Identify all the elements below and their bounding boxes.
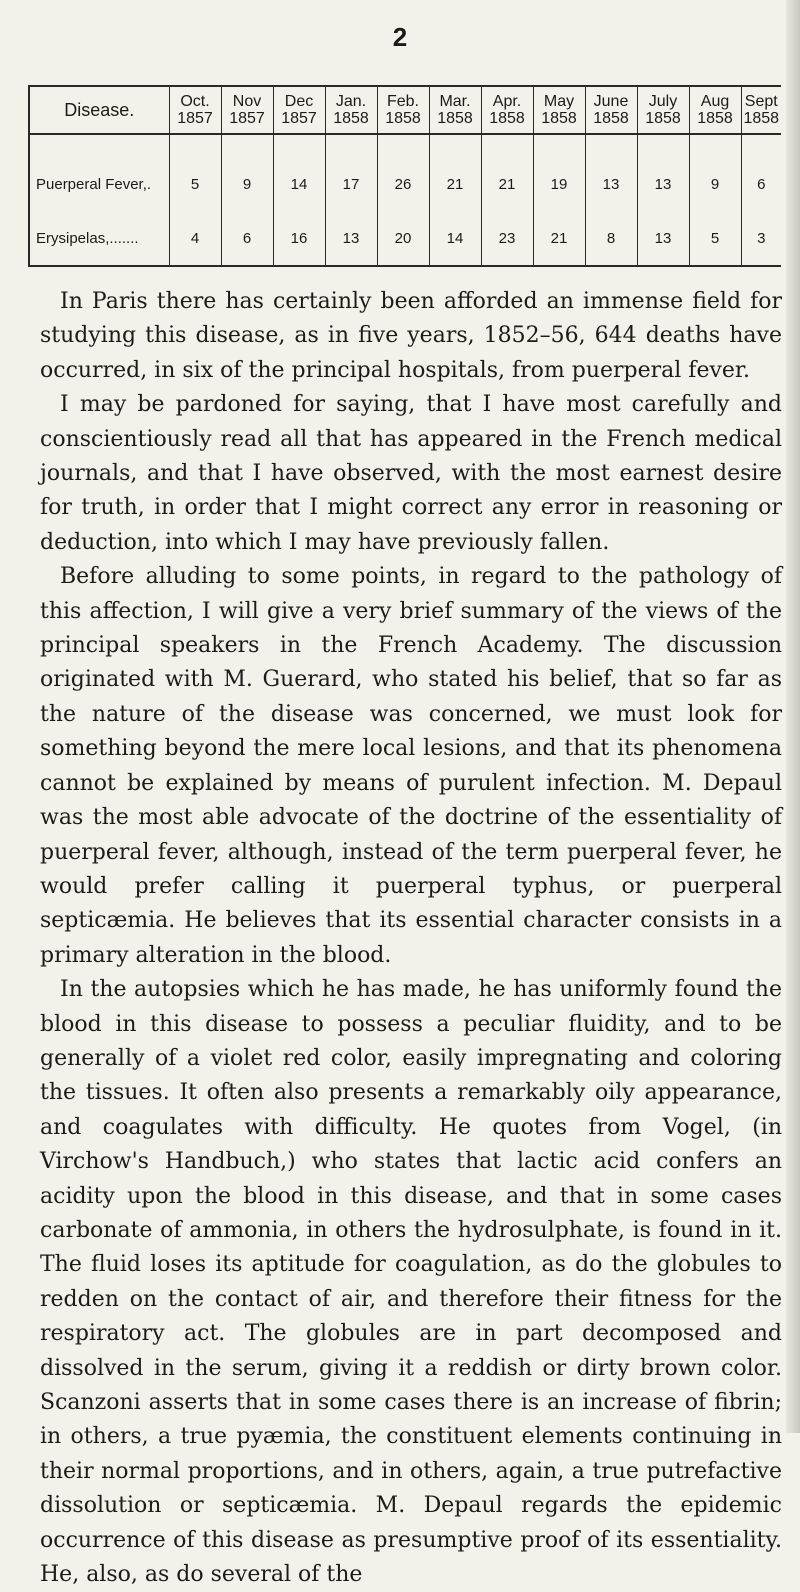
death-count-cell: 19 <box>533 157 585 212</box>
page-edge-shadow <box>786 0 800 1433</box>
month-header: Jan. 1858 <box>325 86 377 134</box>
table-row-erysipelas <box>29 211 781 266</box>
death-count-cell: 21 <box>533 211 585 266</box>
death-count-cell: 13 <box>637 157 689 212</box>
death-count-cell: 4 <box>169 211 221 266</box>
disease-name: Puerperal Fever,. <box>29 157 169 212</box>
month-header: Apr. 1858 <box>481 86 533 134</box>
death-count-cell: 8 <box>585 211 637 266</box>
death-count-cell: 6 <box>741 157 781 212</box>
month-header: Oct. 1857 <box>169 86 221 134</box>
death-count-cell: 21 <box>429 157 481 212</box>
month-header: Aug 1858 <box>689 86 741 134</box>
death-count-cell: 20 <box>377 211 429 266</box>
table-header-row <box>29 86 781 134</box>
death-count-cell: 9 <box>689 157 741 212</box>
death-count-cell: 3 <box>741 211 781 266</box>
table-row-puerperal-fever <box>29 157 781 212</box>
page-number: 2 <box>392 22 408 52</box>
disease-column-header: Disease. <box>29 86 169 134</box>
month-header: May 1858 <box>533 86 585 134</box>
table-spacer-row <box>29 134 781 157</box>
mortality-table <box>28 85 781 267</box>
death-count-cell: 17 <box>325 157 377 212</box>
death-count-cell: 5 <box>169 157 221 212</box>
month-header: Sept 1858 <box>741 86 781 134</box>
body-text <box>40 285 782 1592</box>
death-count-cell: 9 <box>221 157 273 212</box>
paragraph: I may be pardoned for saying, that I have most carefully and conscientiously read all that has appeared in the French medical journals, and that I have observed, with the most earnest desire for truth, in order that I might correct any error in reasoning or deduction, into which I may have previously fallen. <box>40 392 782 555</box>
death-count-cell: 14 <box>429 211 481 266</box>
death-count-cell: 14 <box>273 157 325 212</box>
paragraph: In the autopsies which he has made, he has uniformly found the blood in this disease to possess a peculiar fluidity, and to be generally of a violet red color, easily impregnating and coloring the tissues. It often also presents a remarkably oily appearance, and coagulates with difficulty. He quotes from Vogel, (in Virchow's Handbuch,) who states that lactic acid confers an acidity upon the blood in this disease, and that in some cases carbonate of ammonia, in others the hydrosulphate, is found in it. The fluid loses its aptitude for coagulation, as do the globules to redden on the contact of air, and therefore their fitness for the respiratory act. The globules are in part decomposed and dissolved in the serum, giving it a reddish or dirty brown color. Scanzoni asserts that in some cases there is an increase of fibrin; in others, a true pyæmia, the constituent elements continuing in their normal proportions, and in others, again, a true putrefactive dissolution or septicæmia. M. Depaul regards the epidemic occurrence of this disease as presumptive proof of its essentiality. He, also, as do several of the <box>40 977 782 1588</box>
death-count-cell: 13 <box>585 157 637 212</box>
month-header: July 1858 <box>637 86 689 134</box>
paragraph: Before alluding to some points, in regard to the pathology of this affection, I will give a very brief summary of the views of the principal speakers in the French Academy. The discussion originated with M. Guerard, who stated his belief, that so far as the nature of the disease was concerned, we must look for something beyond the mere local lesions, and that its phenomena cannot be explained by means of purulent infection. M. Depaul was the most able advocate of the doctrine of the essentiality of puerperal fever, although, instead of the term puerperal fever, he would prefer calling it puerperal typhus, or puerperal septicæmia. He believes that its essential character consists in a primary alteration in the blood. <box>40 564 782 968</box>
month-header: Dec 1857 <box>273 86 325 134</box>
month-header: June 1858 <box>585 86 637 134</box>
month-header: Nov 1857 <box>221 86 273 134</box>
month-header: Feb. 1858 <box>377 86 429 134</box>
death-count-cell: 26 <box>377 157 429 212</box>
death-count-cell: 5 <box>689 211 741 266</box>
month-header: Mar. 1858 <box>429 86 481 134</box>
disease-name: Erysipelas,....... <box>29 211 169 266</box>
paragraph: In Paris there has certainly been afforded an immense field for studying this disease, as in five years, 1852–56, 644 deaths have occurred, in six of the principal hospitals, from puerperal fever. <box>40 289 782 383</box>
death-count-cell: 6 <box>221 211 273 266</box>
death-count-cell: 13 <box>637 211 689 266</box>
death-count-cell: 23 <box>481 211 533 266</box>
death-count-cell: 21 <box>481 157 533 212</box>
death-count-cell: 16 <box>273 211 325 266</box>
death-count-cell: 13 <box>325 211 377 266</box>
